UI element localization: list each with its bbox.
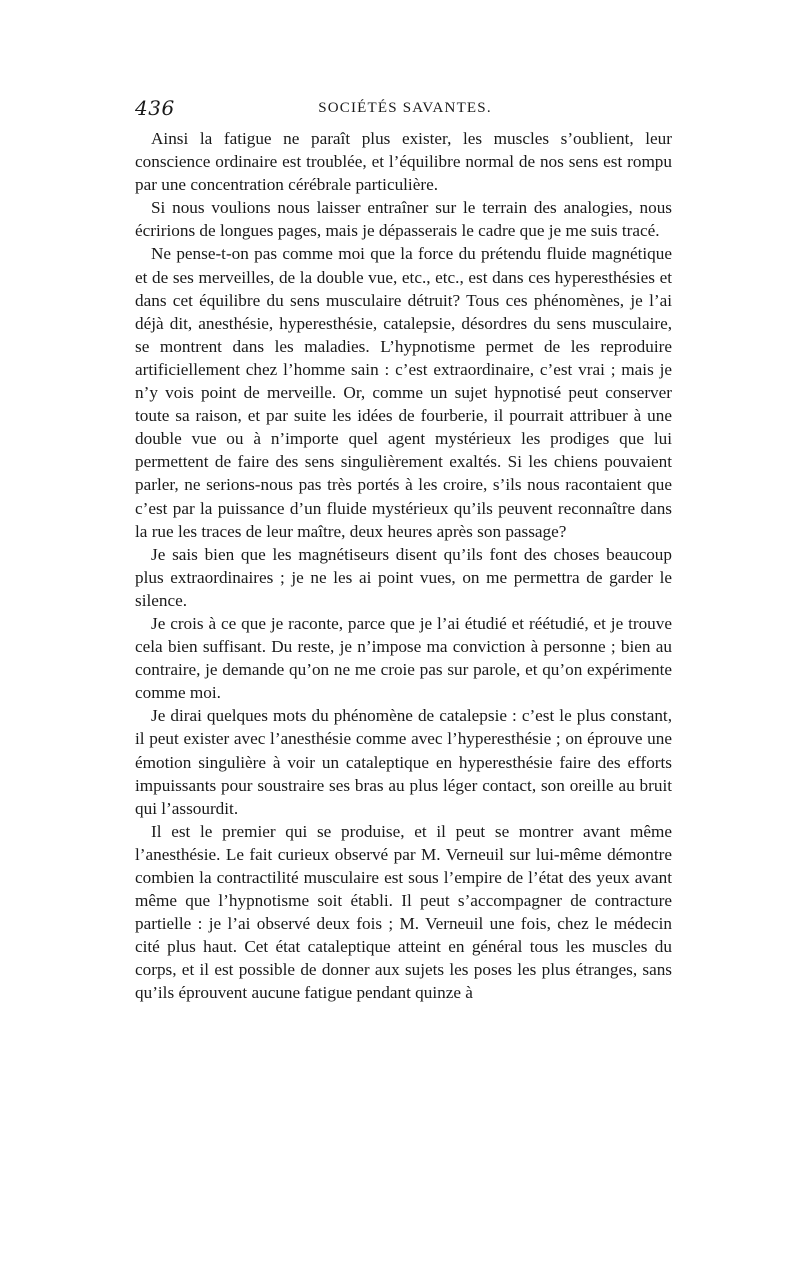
- paragraph: Je sais bien que les magnétiseurs disent qu’ils font des choses beaucoup plus extraordinaires ; je ne les ai point vues, on me permettra de garder le silence.: [135, 544, 672, 610]
- paragraph: Il est le premier qui se produise, et il peut se montrer avant même l’anesthésie. Le fait curieux observé par M. Verneuil sur lui-même démontre combien la contractilité musculaire est sous l’empire de l’état des yeux avant même que l’hypnotisme soit établi. Il peut s’accompagner de contracture partielle : je l’ai observé deux fois ; M. Verneuil une fois, chez le médecin cité plus haut. Cet état cataleptique atteint en général tous les muscles du corps, et il est possible de donner aux sujets les poses les plus étranges, sans qu’ils éprouvent aucune fatigue pendant quinze à: [135, 821, 672, 1003]
- paragraph: Je crois à ce que je raconte, parce que je l’ai étudié et réétudié, et je trouve cela bien suffisant. Du reste, je n’impose ma conviction à personne ; bien au contraire, je demande qu’on ne me croie pas sur parole, et qu’on expérimente comme moi.: [135, 613, 672, 703]
- running-head: SOCIÉTÉS SAVANTES.: [318, 100, 492, 116]
- paragraph: Si nous voulions nous laisser entraîner sur le terrain des analogies, nous écririons de longues pages, mais je dépasserais le cadre que je me suis tracé.: [135, 198, 672, 241]
- paragraph: Ainsi la fatigue ne paraît plus exister, les muscles s’oublient, leur conscience ordinaire est troublée, et l’équilibre normal de nos sens est rompu par une concentration cérébrale particulière.: [135, 129, 672, 195]
- page-header: [135, 96, 675, 126]
- body-text: [135, 127, 672, 1005]
- page-number: 436: [135, 96, 175, 120]
- paragraph: Ne pense-t-on pas comme moi que la force du prétendu fluide magnétique et de ses merveilles, de la double vue, etc., etc., est dans ces hyperesthésies et dans cet équilibre du sens musculaire détruit? Tous ces phénomènes, je l’ai déjà dit, anesthésie, hyperesthésie, catalepsie, désordres du sens musculaire, se montrent dans les maladies. L’hypnotisme permet de les reproduire artificiellement chez l’homme sain : c’est extraordinaire, c’est vrai ; mais je n’y vois point de merveille. Or, comme un sujet hypnotisé peut conserver toute sa raison, et par suite les idées de fourberie, il pourrait attribuer à une double vue ou à n’importe quel agent mystérieux les prodiges que lui permettent de faire des sens singulièrement exaltés. Si les chiens pouvaient parler, ne serions-nous pas très portés à les croire, s’ils nous racontaient que c’est par la puissance d’un fluide mystérieux qu’ils peuvent reconnaître dans la rue les traces de leur maître, deux heures après son passage?: [135, 244, 672, 541]
- paragraph: Je dirai quelques mots du phénomène de catalepsie : c’est le plus constant, il peut exister avec l’anesthésie comme avec l’hyperesthésie ; on éprouve une émotion singulière à voir un cataleptique en hyperesthésie faire des efforts impuissants pour soustraire ses bras au plus léger contact, son oreille au bruit qui l’assourdit.: [135, 706, 672, 818]
